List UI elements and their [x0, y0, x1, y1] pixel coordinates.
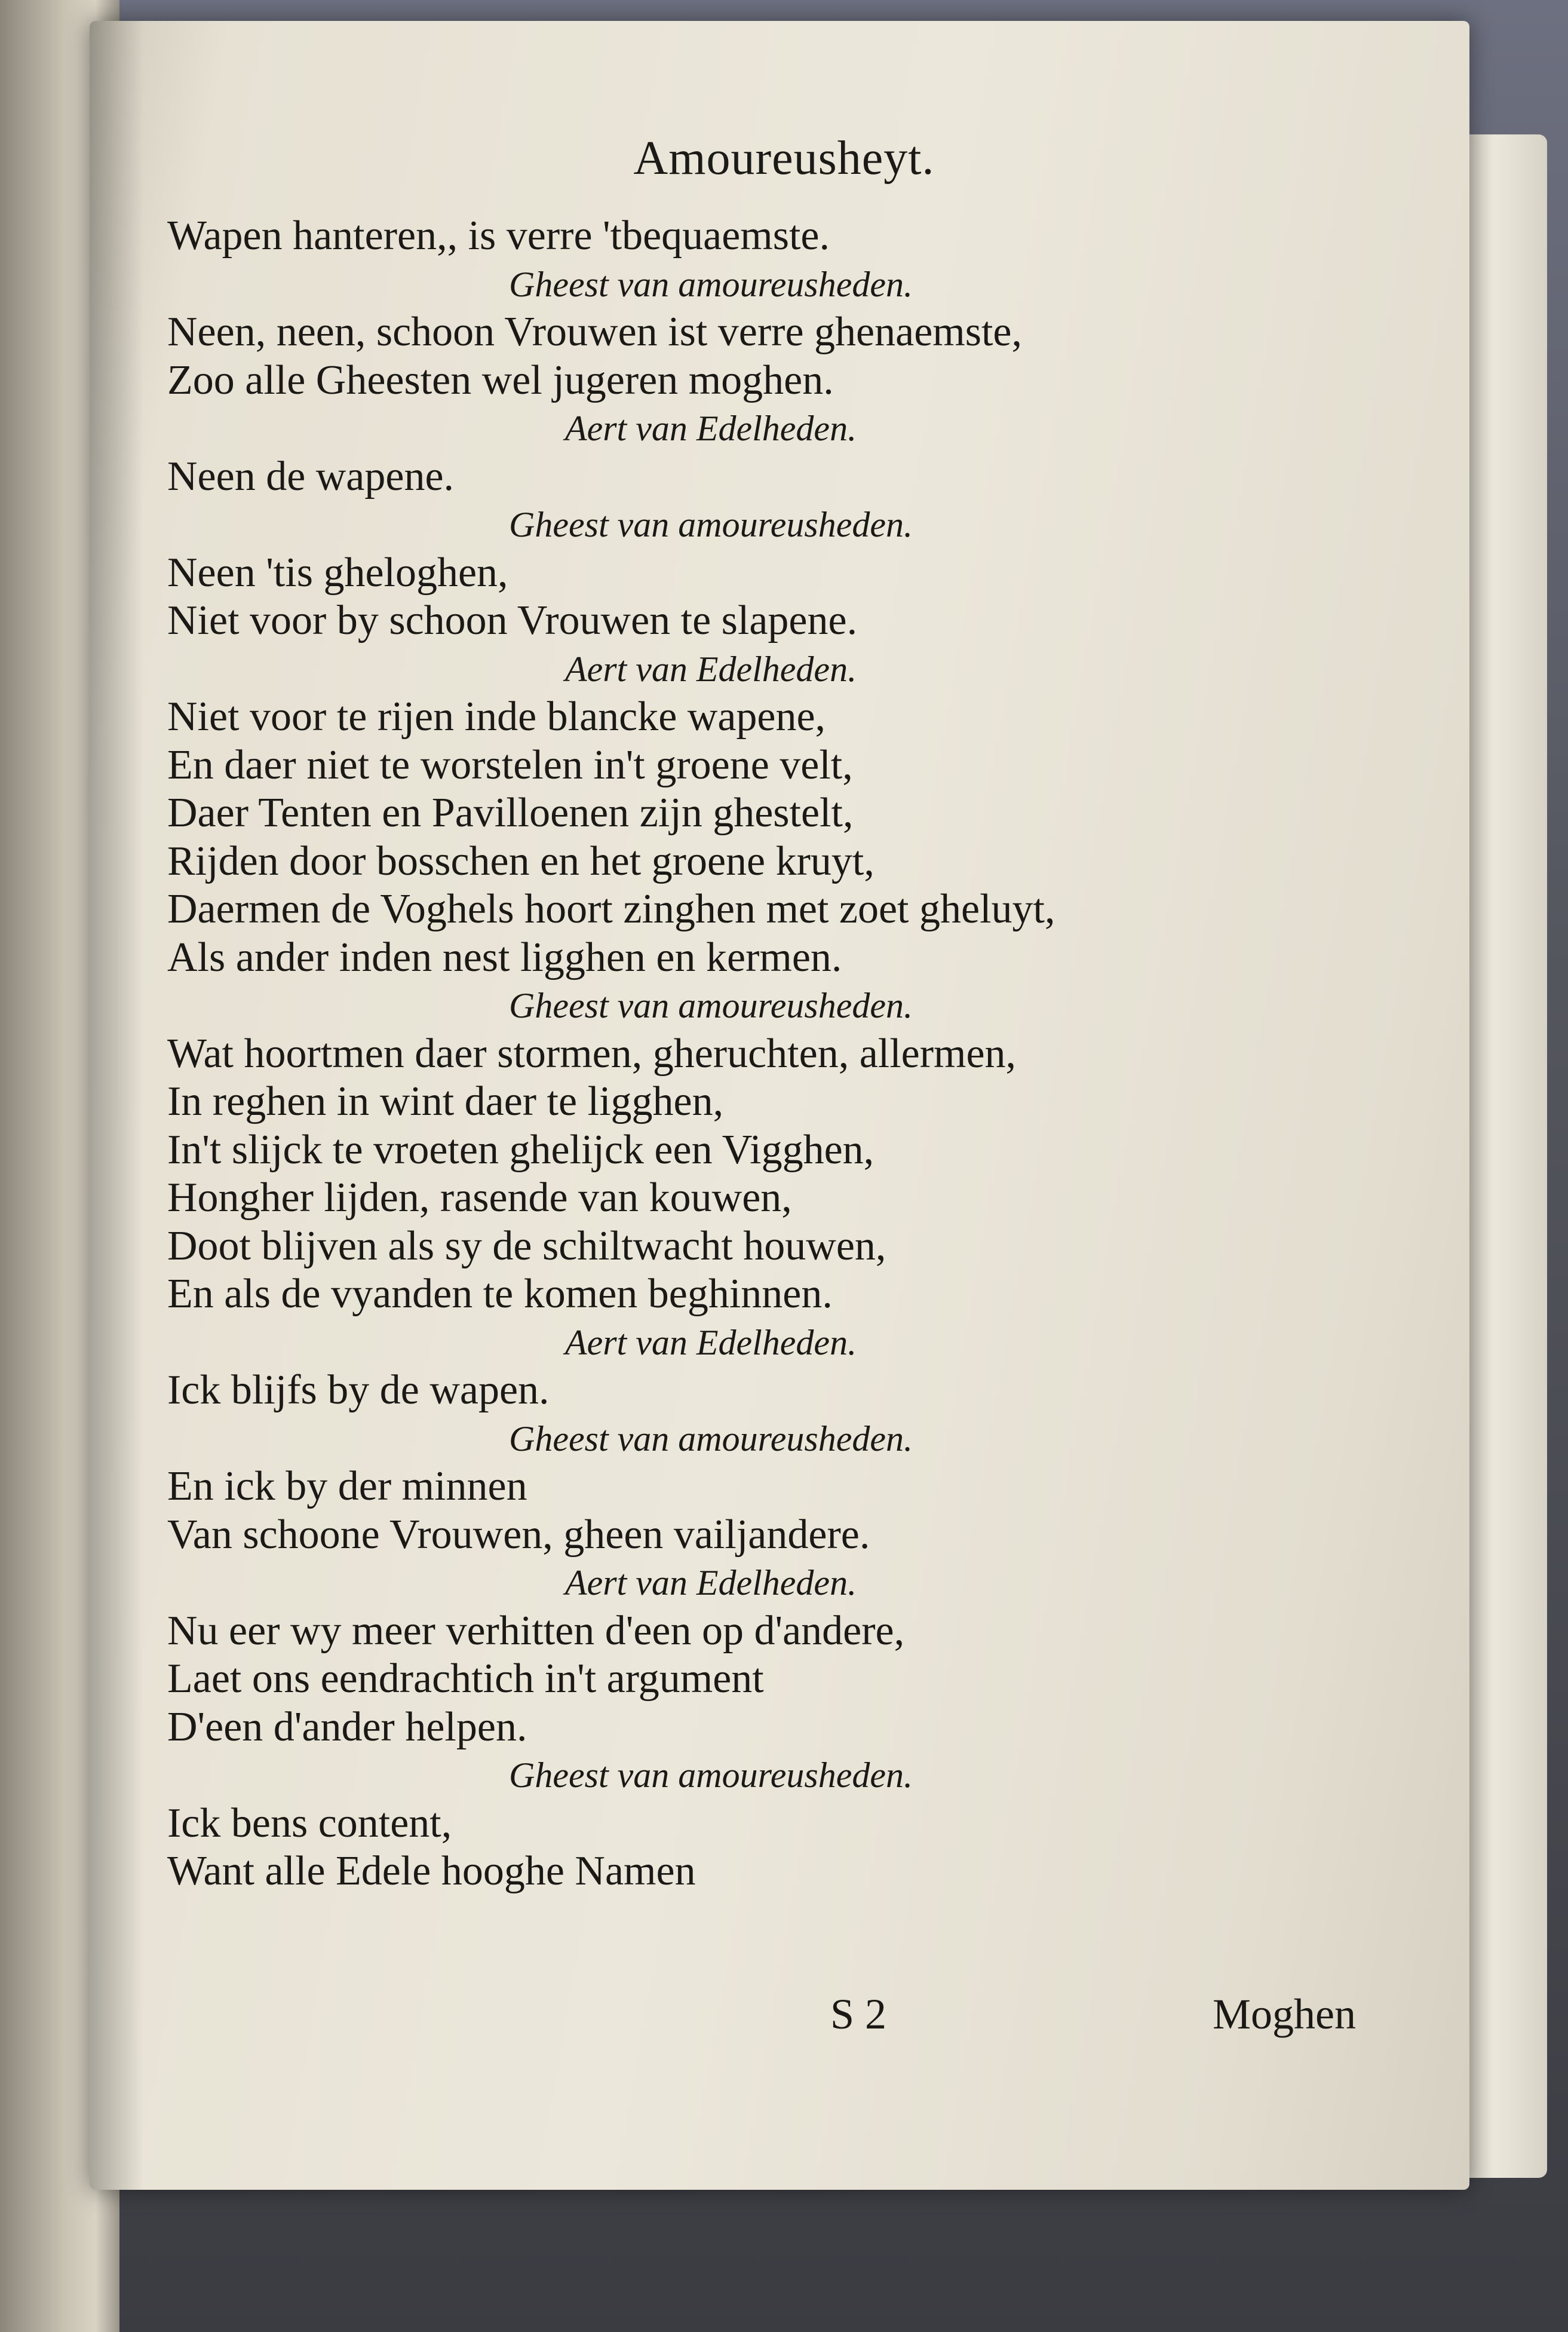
verse-line: Ick blijfs by de wapen.: [167, 1367, 550, 1413]
verse-line: Wapen hanteren,, is verre 'tbequaemste.: [167, 213, 830, 259]
speaker-heading: Aert van Edelheden.: [564, 1322, 857, 1362]
verse-line: En daer niet te worstelen in't groene velt,: [167, 741, 853, 788]
page-footer: [167, 1990, 1356, 2049]
running-head: Amoureusheyt.: [633, 132, 935, 185]
verse-line: In reghen in wint daer te ligghen,: [167, 1078, 724, 1124]
speaker-heading: Aert van Edelheden.: [564, 1563, 857, 1602]
verse-line: Neen 'tis gheloghen,: [167, 549, 508, 596]
catchword: Moghen: [1213, 1990, 1356, 2038]
verse-line: Neen, neen, schoon Vrouwen ist verre ghenaemste,: [167, 309, 1022, 355]
speaker-heading: Gheest van amoureusheden.: [509, 505, 913, 544]
speaker-heading: Gheest van amoureusheden.: [509, 1755, 913, 1795]
signature-mark: S 2: [830, 1990, 887, 2038]
verse-line: Daermen de Voghels hoort zinghen met zoet gheluyt,: [167, 886, 1055, 932]
verse-line: Laet ons eendrachtich in't argument: [167, 1656, 764, 1702]
speaker-heading: Aert van Edelheden.: [564, 409, 857, 448]
verse-line: Niet voor te rijen inde blancke wapene,: [167, 694, 826, 740]
book-fore-edge: [1457, 134, 1547, 2178]
verse-line: In't slijck te vroeten ghelijck een Vigghen,: [167, 1126, 874, 1173]
verse-line: Als ander inden nest ligghen en kermen.: [167, 934, 842, 980]
verse-line: En ick by der minnen: [167, 1463, 527, 1509]
verse-line: Daer Tenten en Pavilloenen zijn ghestelt,: [167, 790, 854, 836]
speaker-heading: Gheest van amoureusheden.: [509, 1418, 913, 1458]
speaker-heading: Gheest van amoureusheden.: [509, 986, 913, 1025]
verse-line: Wat hoortmen daer stormen, gheruchten, allermen,: [167, 1030, 1017, 1077]
verse-line: Rijden door bosschen en het groene kruyt,: [167, 838, 874, 884]
speaker-heading: Gheest van amoureusheden.: [509, 264, 913, 304]
verse-line: Want alle Edele hooghe Namen: [167, 1848, 696, 1894]
verse-line: Van schoone Vrouwen, gheen vailjandere.: [167, 1511, 870, 1558]
verse-line: Hongher lijden, rasende van kouwen,: [167, 1175, 792, 1221]
verse-line: Zoo alle Gheesten wel jugeren moghen.: [167, 357, 834, 403]
page-text: [167, 212, 1398, 2017]
verse-line: En als de vyanden te komen beghinnen.: [167, 1271, 833, 1317]
verse-line: Nu eer wy meer verhitten d'een op d'andere,: [167, 1607, 905, 1654]
verse-line: Neen de wapene.: [167, 453, 455, 500]
verse-line: Ick bens content,: [167, 1800, 452, 1846]
page-gutter-shadow: [90, 21, 143, 2190]
verse-line: Doot blijven als sy de schiltwacht houwen,: [167, 1222, 886, 1269]
speaker-heading: Aert van Edelheden.: [564, 649, 857, 689]
verse-line: Niet voor by schoon Vrouwen te slapene.: [167, 597, 858, 643]
verse-line: D'een d'ander helpen.: [167, 1703, 527, 1750]
